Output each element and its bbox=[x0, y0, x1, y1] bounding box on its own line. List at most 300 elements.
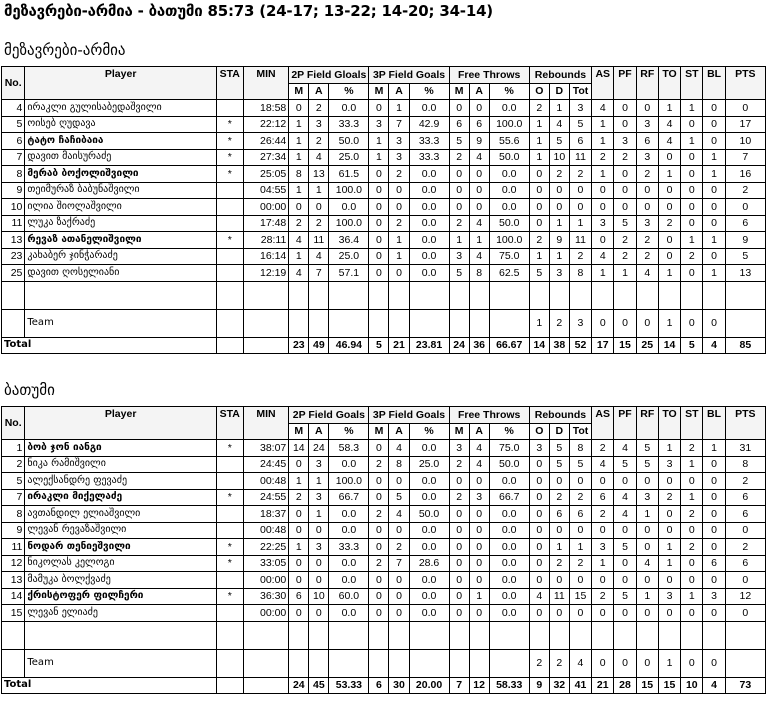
col-header-3p: 3P Field Goals bbox=[369, 67, 449, 84]
stat-bl: 0 bbox=[703, 133, 725, 150]
stat-tot: 2 bbox=[569, 248, 591, 265]
player-number: 8 bbox=[2, 506, 25, 523]
stat-st: 2 bbox=[681, 440, 703, 457]
stat-fg3a: 0 bbox=[389, 605, 409, 622]
stat-ftm: 0 bbox=[449, 572, 469, 589]
stat-pf: 2 bbox=[614, 248, 636, 265]
stat-rf: 0 bbox=[636, 309, 658, 337]
stat-fta: 0 bbox=[469, 572, 489, 589]
starter-mark: * bbox=[216, 555, 243, 572]
stat-pf: 3 bbox=[614, 133, 636, 150]
table-row bbox=[2, 265, 766, 282]
stat-fg3p: 25.0 bbox=[409, 456, 449, 473]
stat-as: 2 bbox=[592, 506, 614, 523]
stat-bl: 0 bbox=[703, 489, 725, 506]
stat-o: 0 bbox=[529, 539, 549, 556]
player-number: 12 bbox=[2, 555, 25, 572]
stat-tot: 3 bbox=[569, 309, 591, 337]
player-number: 10 bbox=[2, 199, 25, 216]
stat-ftp: 100.0 bbox=[489, 232, 529, 249]
stat-fg3a: 7 bbox=[389, 116, 409, 133]
stat-fg2m: 6 bbox=[289, 588, 309, 605]
stat-o: 0 bbox=[529, 555, 549, 572]
player-name: რევაზ ათანელიშვილი bbox=[25, 232, 217, 249]
player-name: ნოდარ თენიეშვილი bbox=[25, 539, 217, 556]
stat-fta: 6 bbox=[469, 116, 489, 133]
col-header-m: M bbox=[289, 423, 309, 440]
col-header-bl: BL bbox=[703, 67, 725, 100]
stat-bl: 1 bbox=[703, 149, 725, 166]
player-name: ნიკოლას კელოგი bbox=[25, 555, 217, 572]
stat-fg2a: 10 bbox=[309, 588, 329, 605]
stat-fg3m: 0 bbox=[369, 265, 389, 282]
stat-ftm: 0 bbox=[449, 199, 469, 216]
col-header-ft: Free Throws bbox=[449, 407, 529, 424]
total-to: 15 bbox=[658, 677, 680, 694]
stat-st: 0 bbox=[681, 116, 703, 133]
stat-ftp: 0.0 bbox=[489, 182, 529, 199]
minutes: 26:44 bbox=[243, 133, 289, 150]
stat-to: 0 bbox=[658, 199, 680, 216]
stat-pts: 0 bbox=[725, 522, 765, 539]
starter-mark bbox=[216, 506, 243, 523]
stat-rf: 6 bbox=[636, 133, 658, 150]
player-name: დავით ღოსელიანი bbox=[25, 265, 217, 282]
stat-bl: 1 bbox=[703, 166, 725, 183]
minutes: 22:12 bbox=[243, 116, 289, 133]
stat-bl: 1 bbox=[703, 265, 725, 282]
col-header-rebounds: Rebounds bbox=[529, 407, 591, 424]
player-number: 14 bbox=[2, 588, 25, 605]
starter-mark: * bbox=[216, 232, 243, 249]
stat-fg3a: 1 bbox=[389, 248, 409, 265]
stat-fg3a: 1 bbox=[389, 232, 409, 249]
box-score-table bbox=[1, 406, 766, 694]
stat-fg3p: 0.0 bbox=[409, 588, 449, 605]
total-ftp: 58.33 bbox=[489, 677, 529, 694]
stat-st: 0 bbox=[681, 522, 703, 539]
stat-ftp: 0.0 bbox=[489, 473, 529, 490]
stat-fg2m: 0 bbox=[289, 100, 309, 117]
minutes: 24:55 bbox=[243, 489, 289, 506]
stat-pf: 0 bbox=[614, 116, 636, 133]
stat-bl: 1 bbox=[703, 232, 725, 249]
stat-as: 1 bbox=[592, 166, 614, 183]
stat-st: 1 bbox=[681, 456, 703, 473]
stat-rf: 3 bbox=[636, 116, 658, 133]
stat-st: 1 bbox=[681, 100, 703, 117]
player-number: 11 bbox=[2, 215, 25, 232]
stat-ftp: 0.0 bbox=[489, 100, 529, 117]
stat-fg3a: 2 bbox=[389, 539, 409, 556]
col-header-player: Player bbox=[25, 67, 217, 100]
minutes: 04:55 bbox=[243, 182, 289, 199]
stat-st: 0 bbox=[681, 605, 703, 622]
stat-tot: 11 bbox=[569, 232, 591, 249]
stat-st: 2 bbox=[681, 539, 703, 556]
col-header-st: ST bbox=[681, 407, 703, 440]
stat-ftp: 0.0 bbox=[489, 522, 529, 539]
stat-pf: 4 bbox=[614, 489, 636, 506]
stat-to: 2 bbox=[658, 215, 680, 232]
stat-fg3p: 0.0 bbox=[409, 100, 449, 117]
stat-pf: 2 bbox=[614, 149, 636, 166]
starter-mark bbox=[216, 572, 243, 589]
stat-fta: 0 bbox=[469, 100, 489, 117]
stat-ftp: 0.0 bbox=[489, 605, 529, 622]
stat-fta: 0 bbox=[469, 166, 489, 183]
starter-mark bbox=[216, 605, 243, 622]
player-name: ილია შიოლაშვილი bbox=[25, 199, 217, 216]
player-number: 5 bbox=[2, 116, 25, 133]
stat-to: 0 bbox=[658, 182, 680, 199]
stat-o: 4 bbox=[529, 588, 549, 605]
player-number: 9 bbox=[2, 522, 25, 539]
total-ftm: 24 bbox=[449, 337, 469, 354]
stat-fta: 0 bbox=[469, 605, 489, 622]
player-name: ოისებ ღუდავა bbox=[25, 116, 217, 133]
stat-fg3p: 0.0 bbox=[409, 215, 449, 232]
stat-as: 1 bbox=[592, 116, 614, 133]
total-tot: 41 bbox=[569, 677, 591, 694]
col-header-a: A bbox=[309, 423, 329, 440]
table-row bbox=[2, 456, 766, 473]
table-row bbox=[2, 215, 766, 232]
stat-fg2m: 0 bbox=[289, 456, 309, 473]
stat-ftm: 0 bbox=[449, 100, 469, 117]
stat-tot: 5 bbox=[569, 116, 591, 133]
starter-mark bbox=[216, 182, 243, 199]
stat-as: 0 bbox=[592, 232, 614, 249]
stat-fg2m: 4 bbox=[289, 265, 309, 282]
total-as: 21 bbox=[592, 677, 614, 694]
stat-fg2p: 25.0 bbox=[329, 149, 369, 166]
stat-fg3p: 28.6 bbox=[409, 555, 449, 572]
col-header-a: A bbox=[469, 83, 489, 100]
stat-rf: 2 bbox=[636, 166, 658, 183]
stat-fta: 4 bbox=[469, 248, 489, 265]
stat-to: 4 bbox=[658, 116, 680, 133]
table-row bbox=[2, 116, 766, 133]
stat-rf: 0 bbox=[636, 572, 658, 589]
stat-fg3p: 0.0 bbox=[409, 572, 449, 589]
stat-o: 2 bbox=[529, 232, 549, 249]
stat-pts: 6 bbox=[725, 506, 765, 523]
stat-pts: 2 bbox=[725, 539, 765, 556]
stat-fta: 4 bbox=[469, 215, 489, 232]
stat-st: 1 bbox=[681, 232, 703, 249]
total-row-label: Total bbox=[2, 337, 217, 354]
stat-fg3p: 0.0 bbox=[409, 199, 449, 216]
player-name: მამუკა ბოლქვაძე bbox=[25, 572, 217, 589]
stat-fg2a: 3 bbox=[309, 489, 329, 506]
table-row bbox=[2, 182, 766, 199]
stat-as: 2 bbox=[592, 149, 614, 166]
col-header-pct: % bbox=[489, 423, 529, 440]
stat-tot: 2 bbox=[569, 555, 591, 572]
col-header-pf: PF bbox=[614, 407, 636, 440]
stat-as: 0 bbox=[592, 522, 614, 539]
stat-ftp: 75.0 bbox=[489, 248, 529, 265]
col-header-tot: Tot bbox=[569, 83, 591, 100]
stat-fg3m: 0 bbox=[369, 182, 389, 199]
stat-pf: 5 bbox=[614, 588, 636, 605]
stat-fg2p: 57.1 bbox=[329, 265, 369, 282]
stat-d: 6 bbox=[549, 506, 569, 523]
stat-d: 2 bbox=[549, 166, 569, 183]
stat-fg2p: 25.0 bbox=[329, 248, 369, 265]
total-o: 9 bbox=[529, 677, 549, 694]
stat-ftp: 50.0 bbox=[489, 456, 529, 473]
stat-fg2p: 61.5 bbox=[329, 166, 369, 183]
stat-fg2m: 1 bbox=[289, 116, 309, 133]
stat-to: 0 bbox=[658, 572, 680, 589]
stat-fg3m: 0 bbox=[369, 199, 389, 216]
stat-bl: 0 bbox=[703, 539, 725, 556]
stat-fg2a: 1 bbox=[309, 182, 329, 199]
col-header-m: M bbox=[369, 83, 389, 100]
stat-fg2a: 7 bbox=[309, 265, 329, 282]
stat-fg2m: 0 bbox=[289, 506, 309, 523]
stat-fg2m: 0 bbox=[289, 522, 309, 539]
stat-fg3a: 0 bbox=[389, 473, 409, 490]
starter-mark bbox=[216, 215, 243, 232]
stat-fg3m: 0 bbox=[369, 605, 389, 622]
player-number: 6 bbox=[2, 133, 25, 150]
total-fg2p: 53.33 bbox=[329, 677, 369, 694]
stat-to: 0 bbox=[658, 605, 680, 622]
stat-to: 1 bbox=[658, 166, 680, 183]
stat-fg3p: 0.0 bbox=[409, 489, 449, 506]
stat-ftm: 1 bbox=[449, 232, 469, 249]
stat-fta: 4 bbox=[469, 456, 489, 473]
player-number: 7 bbox=[2, 149, 25, 166]
total-fg3a: 21 bbox=[389, 337, 409, 354]
total-ftp: 66.67 bbox=[489, 337, 529, 354]
stat-to: 3 bbox=[658, 456, 680, 473]
stat-to: 0 bbox=[658, 248, 680, 265]
total-fta: 12 bbox=[469, 677, 489, 694]
stat-as: 0 bbox=[592, 605, 614, 622]
stat-bl: 0 bbox=[703, 116, 725, 133]
player-name: ტატო ჩაჩიბაია bbox=[25, 133, 217, 150]
total-as: 17 bbox=[592, 337, 614, 354]
stat-ftp: 50.0 bbox=[489, 149, 529, 166]
stat-fg2a: 3 bbox=[309, 539, 329, 556]
stat-o: 1 bbox=[529, 116, 549, 133]
stat-pf: 0 bbox=[614, 100, 636, 117]
stat-ftm: 2 bbox=[449, 215, 469, 232]
stat-fg2p: 36.4 bbox=[329, 232, 369, 249]
stat-pf: 0 bbox=[614, 309, 636, 337]
col-header-a: A bbox=[309, 83, 329, 100]
stat-st: 0 bbox=[681, 473, 703, 490]
stat-fg2a: 1 bbox=[309, 506, 329, 523]
stat-to: 4 bbox=[658, 133, 680, 150]
stat-o: 0 bbox=[529, 166, 549, 183]
stat-fg3a: 7 bbox=[389, 555, 409, 572]
table-row bbox=[2, 605, 766, 622]
starter-mark bbox=[216, 248, 243, 265]
stat-bl: 0 bbox=[703, 649, 725, 677]
stat-tot: 4 bbox=[569, 649, 591, 677]
team-row bbox=[2, 309, 766, 337]
stat-d: 1 bbox=[549, 248, 569, 265]
col-header-tot: Tot bbox=[569, 423, 591, 440]
stat-fg3m: 0 bbox=[369, 232, 389, 249]
stat-rf: 3 bbox=[636, 149, 658, 166]
player-number: 13 bbox=[2, 572, 25, 589]
player-name: ავთანდილ ელიაშვილი bbox=[25, 506, 217, 523]
table-row bbox=[2, 166, 766, 183]
stat-pts: 31 bbox=[725, 440, 765, 457]
col-header-to: TO bbox=[658, 407, 680, 440]
stat-pts: 6 bbox=[725, 215, 765, 232]
player-number: 15 bbox=[2, 605, 25, 622]
stat-pts: 10 bbox=[725, 133, 765, 150]
stat-as: 2 bbox=[592, 588, 614, 605]
stat-fg3m: 1 bbox=[369, 149, 389, 166]
stat-fta: 0 bbox=[469, 522, 489, 539]
stat-fg2p: 0.0 bbox=[329, 572, 369, 589]
stat-d: 0 bbox=[549, 605, 569, 622]
stat-bl: 3 bbox=[703, 588, 725, 605]
stat-st: 0 bbox=[681, 265, 703, 282]
stat-tot: 3 bbox=[569, 100, 591, 117]
stat-pts: 0 bbox=[725, 605, 765, 622]
col-header-min: MIN bbox=[243, 67, 289, 100]
stat-fg3p: 50.0 bbox=[409, 506, 449, 523]
stat-bl: 0 bbox=[703, 456, 725, 473]
col-header-as: AS bbox=[592, 407, 614, 440]
col-header-pts: PTS bbox=[725, 407, 765, 440]
stat-ftp: 0.0 bbox=[489, 572, 529, 589]
table-row bbox=[2, 199, 766, 216]
stat-ftp: 0.0 bbox=[489, 539, 529, 556]
stat-fg3p: 0.0 bbox=[409, 539, 449, 556]
stat-d: 1 bbox=[549, 539, 569, 556]
col-header-rebounds: Rebounds bbox=[529, 67, 591, 84]
header-row bbox=[2, 407, 766, 424]
table-row bbox=[2, 522, 766, 539]
stat-o: 1 bbox=[529, 149, 549, 166]
table-row bbox=[2, 133, 766, 150]
stat-d: 0 bbox=[549, 199, 569, 216]
minutes: 00:48 bbox=[243, 473, 289, 490]
stat-ftm: 3 bbox=[449, 440, 469, 457]
starter-mark bbox=[216, 100, 243, 117]
stat-as: 0 bbox=[592, 182, 614, 199]
stat-st: 0 bbox=[681, 555, 703, 572]
stat-fg3a: 3 bbox=[389, 149, 409, 166]
stat-o: 0 bbox=[529, 506, 549, 523]
box-score-table bbox=[1, 66, 766, 354]
stat-as: 4 bbox=[592, 100, 614, 117]
player-number: 23 bbox=[2, 248, 25, 265]
stat-fg2m: 0 bbox=[289, 555, 309, 572]
total-bl: 4 bbox=[703, 337, 725, 354]
starter-mark: * bbox=[216, 539, 243, 556]
stat-bl: 0 bbox=[703, 309, 725, 337]
stat-ftm: 0 bbox=[449, 539, 469, 556]
stat-tot: 0 bbox=[569, 522, 591, 539]
player-name: ნიკა რამიშვილი bbox=[25, 456, 217, 473]
stat-o: 0 bbox=[529, 605, 549, 622]
col-header-3p: 3P Field Goals bbox=[369, 407, 449, 424]
stat-fg3p: 33.3 bbox=[409, 149, 449, 166]
player-name: ლევან რევაზაშვილი bbox=[25, 522, 217, 539]
player-name: ლუკა ზაქრაძე bbox=[25, 215, 217, 232]
stat-pf: 0 bbox=[614, 605, 636, 622]
total-fg2a: 45 bbox=[309, 677, 329, 694]
page-title: მეზავრები-არმია - ბათუმი 85:73 (24-17; 13-22; 14-20; 34-14) bbox=[4, 2, 493, 20]
stat-pf: 5 bbox=[614, 539, 636, 556]
total-fta: 36 bbox=[469, 337, 489, 354]
stat-fg3a: 8 bbox=[389, 456, 409, 473]
stat-d: 0 bbox=[549, 572, 569, 589]
stat-fg2m: 1 bbox=[289, 149, 309, 166]
stat-fg3p: 0.0 bbox=[409, 232, 449, 249]
col-header-d: D bbox=[549, 423, 569, 440]
stat-pts: 17 bbox=[725, 116, 765, 133]
stat-bl: 0 bbox=[703, 199, 725, 216]
stat-tot: 15 bbox=[569, 588, 591, 605]
stat-as: 0 bbox=[592, 309, 614, 337]
stat-pf: 0 bbox=[614, 199, 636, 216]
stat-fg3m: 0 bbox=[369, 440, 389, 457]
starter-mark: * bbox=[216, 149, 243, 166]
total-pf: 28 bbox=[614, 677, 636, 694]
stat-ftm: 0 bbox=[449, 506, 469, 523]
table-row bbox=[2, 149, 766, 166]
stat-fta: 1 bbox=[469, 232, 489, 249]
stat-d: 5 bbox=[549, 456, 569, 473]
stat-ftm: 2 bbox=[449, 456, 469, 473]
minutes: 16:14 bbox=[243, 248, 289, 265]
minutes: 22:25 bbox=[243, 539, 289, 556]
stat-bl: 0 bbox=[703, 473, 725, 490]
stat-ftp: 0.0 bbox=[489, 555, 529, 572]
stat-d: 0 bbox=[549, 522, 569, 539]
player-number: 25 bbox=[2, 265, 25, 282]
stat-d: 2 bbox=[549, 649, 569, 677]
stat-tot: 8 bbox=[569, 265, 591, 282]
col-header-st: ST bbox=[681, 67, 703, 100]
stat-d: 10 bbox=[549, 149, 569, 166]
stat-as: 0 bbox=[592, 649, 614, 677]
stat-fta: 4 bbox=[469, 440, 489, 457]
team-name-away: ბათუმი bbox=[4, 381, 55, 399]
stat-fg2p: 0.0 bbox=[329, 605, 369, 622]
stat-pts: 2 bbox=[725, 182, 765, 199]
col-header-m: M bbox=[449, 423, 469, 440]
stat-tot: 2 bbox=[569, 166, 591, 183]
minutes: 27:34 bbox=[243, 149, 289, 166]
col-header-no: No. bbox=[2, 407, 25, 440]
stat-fta: 8 bbox=[469, 265, 489, 282]
col-header-2p: 2P Field Goals bbox=[289, 407, 369, 424]
total-fg3p: 20.00 bbox=[409, 677, 449, 694]
col-header-pct: % bbox=[489, 83, 529, 100]
minutes: 24:45 bbox=[243, 456, 289, 473]
col-header-a: A bbox=[469, 423, 489, 440]
total-fg2p: 46.94 bbox=[329, 337, 369, 354]
stat-pts: 9 bbox=[725, 232, 765, 249]
minutes: 25:05 bbox=[243, 166, 289, 183]
stat-fg3a: 0 bbox=[389, 588, 409, 605]
stat-o: 1 bbox=[529, 309, 549, 337]
stat-fg3m: 2 bbox=[369, 555, 389, 572]
